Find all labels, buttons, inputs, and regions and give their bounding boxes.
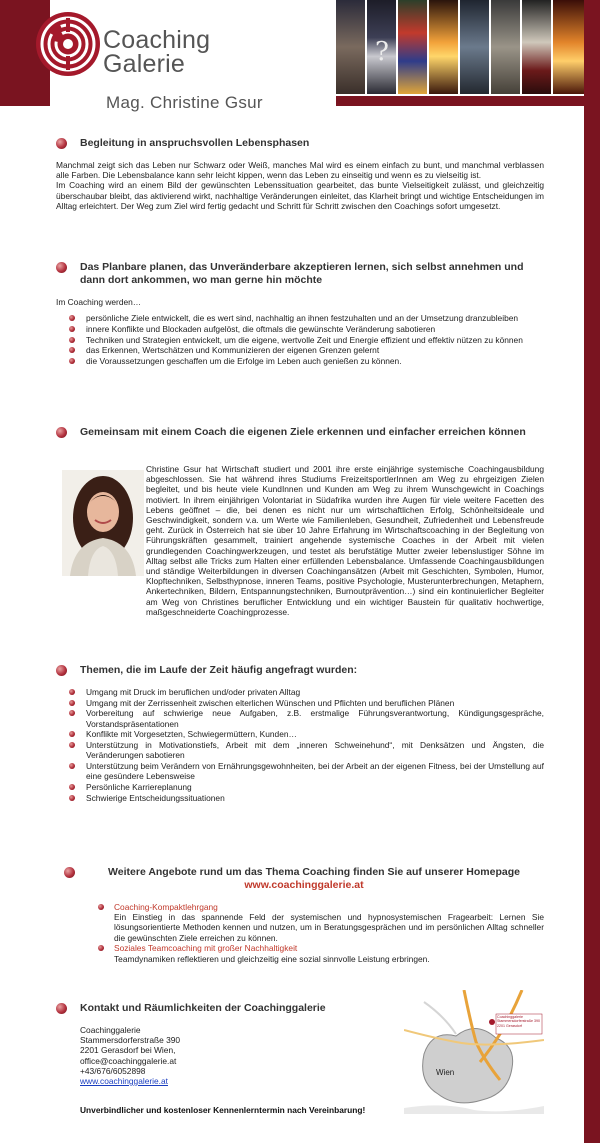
closing-note: Unverbindlicher und kostenloser Kennenlerntermin nach Vereinbarung! xyxy=(80,1105,366,1115)
list-item: persönliche Ziele entwickelt, die es wert sind, nachhaltig an ihnen festzuhalten und an der Umsetzung dranzubleiben xyxy=(56,313,544,323)
section-bullet-icon xyxy=(56,427,67,438)
list-bullet-icon xyxy=(98,945,104,951)
logo-line-2: Galerie xyxy=(103,50,185,78)
offer-kompaktlehrgang-text: Ein Einstieg in das spannende Feld der systemischen und hypnosystemischen Fragearbeit: Lernen Sie lösungsorientierte Methoden kennen und nutzen, um in Beratungsgesprächen und im persönlichen Alltag schneller die gewünschten Ziele erreichen zu können. xyxy=(114,912,544,943)
list-item: Umgang mit Druck im beruflichen und/oder privaten Alltag xyxy=(56,687,544,697)
list-bullet-icon xyxy=(98,904,104,910)
list-bullet-icon xyxy=(69,315,75,321)
photo-tile-wine-glass xyxy=(522,0,551,94)
section-coach xyxy=(56,426,544,439)
list-bullet-icon xyxy=(69,337,75,343)
section-title-begleitung: Begleitung in anspruchsvollen Lebensphasen xyxy=(56,137,544,150)
coach-portrait-photo xyxy=(62,470,144,576)
coach-bio-wrap-right xyxy=(146,464,544,617)
list-item: das Erkennen, Wertschätzen und Kommunizieren der eigenen Grenzen gelernt xyxy=(56,345,544,355)
contact-phone[interactable]: +43/676/6052898 xyxy=(80,1065,146,1076)
list-bullet-icon xyxy=(69,358,75,364)
photo-tile-labyrinth xyxy=(336,0,365,94)
section-angebote xyxy=(64,866,544,964)
section-themen xyxy=(56,664,544,803)
list-bullet-icon xyxy=(69,347,75,353)
section-bullet-icon xyxy=(56,665,67,676)
map-caption: Coachinggalerie Stammersdorferstraße 390 2201 Gerasdorf xyxy=(497,1015,540,1028)
owner-name: Mag. Christine Gsur xyxy=(106,93,263,112)
paragraph-coaching-image: Im Coaching wird an einem Bild der gewünschten Lebenssituation gearbeitet, das bunte Vielseitigkeit zulässt, und gleichzeitig überschaubar bleibt, das aktivierend wirkt, nachhaltige Veränderungen einleitet, das Klarheit bringt und wichtige Entscheidungen im Alltag erleichtert. Der Weg zum Ziel wird fertig gedacht und Schritt für Schritt zwischen den Coachings sofort umgesetzt. xyxy=(56,180,544,211)
list-item xyxy=(64,943,544,963)
list-bullet-icon xyxy=(69,784,75,790)
section-planbare xyxy=(56,261,544,367)
list-bullet-icon xyxy=(69,763,75,769)
section-bullet-icon xyxy=(56,262,67,273)
location-map[interactable] xyxy=(404,990,544,1114)
photo-tile-figure xyxy=(460,0,489,94)
coaching-intro-text: Im Coaching werden… xyxy=(56,297,142,307)
logo-line-1: Coaching xyxy=(103,26,211,54)
contact-address xyxy=(56,1025,386,1086)
section-kontakt xyxy=(56,1002,386,1086)
map-city-label: Wien xyxy=(436,1068,455,1077)
header-photo-strip xyxy=(336,0,584,94)
section-title-coach: Gemeinsam mit einem Coach die eigenen Ziele erkennen und einfacher erreichen können xyxy=(56,426,544,439)
list-item: Persönliche Karriereplanung xyxy=(56,782,544,792)
photo-tile-fire xyxy=(429,0,458,94)
list-item: Unterstützung in Motivationstiefs, Arbeit mit dem „inneren Schweinehund“, mit Denksätzen und Ängsten, die Veränderungen sabotieren xyxy=(56,740,544,760)
logo-wordmark[interactable] xyxy=(103,28,210,76)
photo-tile-blocks xyxy=(398,0,427,94)
header xyxy=(0,0,584,128)
offer-kompaktlehrgang-link[interactable]: Coaching-Kompaktlehrgang xyxy=(114,902,218,912)
offers-list xyxy=(64,902,544,964)
section-title-kontakt: Kontakt und Räumlichkeiten der Coachinggalerie xyxy=(56,1002,386,1015)
right-brand-stripe xyxy=(584,0,600,1143)
contact-website-link[interactable]: www.coachinggalerie.at xyxy=(80,1076,168,1087)
coaching-galerie-logo-icon[interactable] xyxy=(36,12,100,76)
svg-text:?: ? xyxy=(375,37,389,67)
paragraph-intro: Manchmal zeigt sich das Leben nur Schwarz oder Weiß, manches Mal wird es einem einfach zu bunt, und manchmal verblassen alle Farben. Die Lebensbalance kann sehr leicht kippen, wenn das Leben zu einseitig und wenn es zu vielseitig ist. xyxy=(56,160,544,181)
section-title-angebote: Weitere Angebote rund um das Thema Coaching finden Sie auf unserer Homepage xyxy=(64,866,544,879)
themes-list xyxy=(56,687,544,803)
list-item: Umgang mit der Zerrissenheit zwischen elterlichen Wünschen und Pflichten und beruflichen Plänen xyxy=(56,698,544,708)
list-bullet-icon xyxy=(69,742,75,748)
list-item: Techniken und Strategien entwickelt, um die eigene, wertvolle Zeit und Energie effizient und effektiv nützen zu können xyxy=(56,335,544,345)
list-item: Schwierige Entscheidungssituationen xyxy=(56,793,544,803)
offer-teamcoaching-text: Teamdynamiken reflektieren und gleichzeitig eine sozial sinnvolle Leistung erbringen. xyxy=(114,953,430,964)
list-bullet-icon xyxy=(69,710,75,716)
coaching-outcomes-list xyxy=(56,313,544,366)
contact-company: Coachinggalerie xyxy=(80,1025,141,1035)
list-bullet-icon xyxy=(69,700,75,706)
photo-tile-question-mark xyxy=(367,0,396,94)
coach-bio: Christine Gsur hat Wirtschaft studiert und 2001 ihre erste einjährige systemische Coachingausbildung abgeschlossen. Sie hat während ihres Studiums FreizeitsportlerInnen am Weg zu ehrgeizigen Zielen begleitet, und bis heute viele KundInnen und Kunden am Weg zu ihrem Wunschgewicht in Coachings motiviert. In ihrem einjährigen Volontariat in Südafrika wurden ihre Augen für viele weitere Facetten des Lebens geöffnet – die, bei denen es nicht nur um wirtschaftlichen Erfolg, Schönheitsideale und Geschwindigkeit, sondern v.a. um Werte wie Familienleben, Gesundheit, Zufriedenheit und Lebensfreude geht. Zurück in Österreich hat sie über 10 Jahre Erfahrung im Wirtschaftscoaching in der Begleitung von Führungskräften gesammelt, trainiert angehende systemische Coaches in der Arbeit mit vielen grundlegenden Coachingwerkzeugen, und testet als berufstätige Mutter zweier lebenslustiger Söhne im Alltag selbst alle Tricks zum Halten einer erfüllenden Lebensbalance. Umfassende Coachingausbildungen und ständige Weiterbildungen in diversen Coachingansätzen (Arbeit mit Geschichten, Symbolen, Humor, Klopftechniken, Selbsthypnose, inneren Teams, positive Psychologie, Musterunterbrechungen, Metaphern, Ankertechniken, Bildern, Entspannungstechniken, Burnoutprävention…) sind ein kontinuierlicher Begleiter am Weg von Christines beruflicher Entwicklung und ein wichtiger Baustein für qualitativ hochwertige, maßgeschneiderte Coachingprozesse. xyxy=(146,464,544,617)
contact-street: Stammersdorferstraße 390 xyxy=(80,1035,181,1046)
list-item xyxy=(64,902,544,943)
section-title-themen: Themen, die im Laufe der Zeit häufig angefragt wurden: xyxy=(56,664,544,677)
contact-city: 2201 Gerasdorf bei Wien, xyxy=(80,1045,176,1056)
photo-tile-stairs xyxy=(491,0,520,94)
section-bullet-icon xyxy=(64,867,75,878)
list-bullet-icon xyxy=(69,326,75,332)
offer-teamcoaching-link[interactable]: Soziales Teamcoaching mit großer Nachhaltigkeit xyxy=(114,943,298,954)
list-item: Vorbereitung auf schwierige neue Aufgaben, z.B. erstmalige Führungsverantwortung, Kündigungsgespräche, Vorstandspräsentationen xyxy=(56,708,544,728)
list-item: Konflikte mit Vorgesetzten, Schwiegermüttern, Kunden… xyxy=(56,729,544,739)
homepage-link[interactable]: www.coachinggalerie.at xyxy=(244,879,364,891)
list-bullet-icon xyxy=(69,795,75,801)
header-divider xyxy=(336,96,584,106)
list-item: Unterstützung beim Verändern von Ernährungsgewohnheiten, bei der Arbeit an der eigenen Fitness, bei der Umstellung auf eine gesündere Lebensweise xyxy=(56,761,544,781)
list-item: die Voraussetzungen geschaffen um die Erfolge im Leben auch genießen zu können. xyxy=(56,356,544,366)
section-bullet-icon xyxy=(56,138,67,149)
section-begleitung xyxy=(56,137,544,211)
section-title-planbare: Das Planbare planen, das Unveränderbare akzeptieren lernen, sich selbst annehmen und dann dort ankommen, wo man gerne hin möchte xyxy=(56,261,544,287)
list-bullet-icon xyxy=(69,731,75,737)
photo-tile-flame xyxy=(553,0,584,94)
section-bullet-icon xyxy=(56,1003,67,1014)
list-bullet-icon xyxy=(69,689,75,695)
contact-email[interactable]: office@coachinggalerie.at xyxy=(80,1055,177,1066)
list-item: innere Konflikte und Blockaden aufgelöst, die oftmals die gewünschte Veränderung sabotieren xyxy=(56,324,544,334)
